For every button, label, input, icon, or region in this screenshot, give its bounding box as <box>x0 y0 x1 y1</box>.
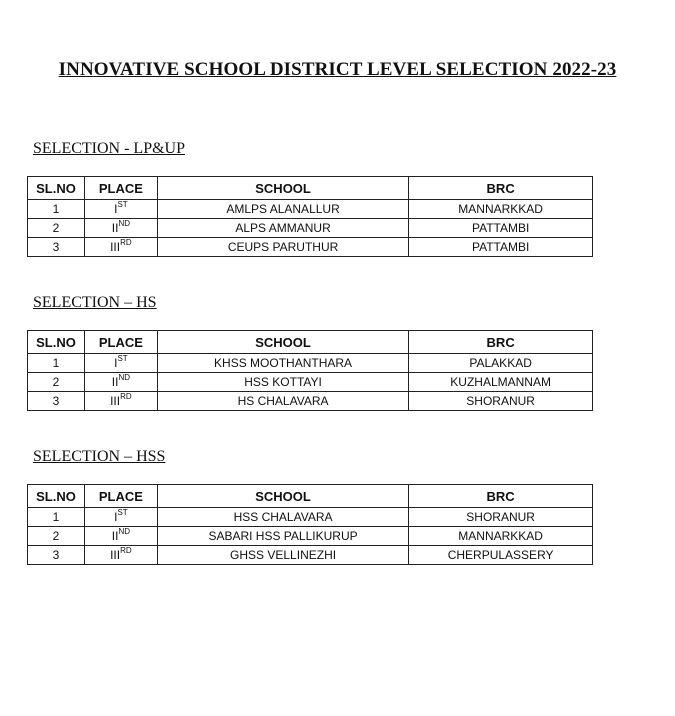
column-header-place: PLACE <box>84 485 157 508</box>
place-suffix: ST <box>117 508 128 517</box>
cell-brc: PATTAMBI <box>409 238 593 257</box>
column-header-brc: BRC <box>409 331 593 354</box>
place-suffix: RD <box>120 392 132 401</box>
place-numeral: II <box>111 375 119 389</box>
place-numeral: II <box>111 529 119 543</box>
cell-place <box>84 508 157 527</box>
column-header-place: PLACE <box>84 331 157 354</box>
place-numeral: III <box>110 240 121 254</box>
selection-table-hs <box>27 330 593 411</box>
table-row <box>28 392 593 411</box>
section-heading-lp-up: SELECTION - LP&UP <box>33 140 185 157</box>
cell-brc: PALAKKAD <box>409 354 593 373</box>
cell-brc: SHORANUR <box>409 392 593 411</box>
table-header-row <box>28 177 593 200</box>
table-row <box>28 508 593 527</box>
place-suffix: ND <box>118 219 130 228</box>
column-header-brc: BRC <box>409 177 593 200</box>
column-header-brc: BRC <box>409 485 593 508</box>
column-header-school: SCHOOL <box>157 485 408 508</box>
cell-school: SABARI HSS PALLIKURUP <box>157 527 408 546</box>
cell-slno: 1 <box>28 200 85 219</box>
cell-brc: CHERPULASSERY <box>409 546 593 565</box>
table-row <box>28 354 593 373</box>
table-header-row <box>28 485 593 508</box>
cell-slno: 3 <box>28 546 85 565</box>
cell-slno: 2 <box>28 527 85 546</box>
cell-school: ALPS AMMANUR <box>157 219 408 238</box>
place-suffix: ND <box>118 527 130 536</box>
selection-table-lp-up <box>27 176 593 257</box>
cell-slno: 2 <box>28 219 85 238</box>
cell-school: GHSS VELLINEZHI <box>157 546 408 565</box>
cell-brc: KUZHALMANNAM <box>409 373 593 392</box>
cell-school: HSS KOTTAYI <box>157 373 408 392</box>
selection-table-hss <box>27 484 593 565</box>
place-suffix: RD <box>120 238 132 247</box>
cell-slno: 3 <box>28 238 85 257</box>
cell-place <box>84 219 157 238</box>
place-numeral: I <box>114 202 118 216</box>
column-header-place: PLACE <box>84 177 157 200</box>
cell-brc: PATTAMBI <box>409 219 593 238</box>
cell-place <box>84 527 157 546</box>
place-suffix: RD <box>120 546 132 555</box>
column-header-slno: SL.NO <box>28 331 85 354</box>
place-suffix: ND <box>118 373 130 382</box>
table-row <box>28 546 593 565</box>
place-numeral: III <box>110 394 121 408</box>
table-row <box>28 373 593 392</box>
section-heading-hss: SELECTION – HSS <box>33 448 166 465</box>
column-header-slno: SL.NO <box>28 177 85 200</box>
column-header-slno: SL.NO <box>28 485 85 508</box>
place-numeral: II <box>111 221 119 235</box>
cell-slno: 1 <box>28 354 85 373</box>
cell-place <box>84 200 157 219</box>
table-row <box>28 200 593 219</box>
table-row <box>28 219 593 238</box>
cell-brc: MANNARKKAD <box>409 200 593 219</box>
place-numeral: III <box>110 548 121 562</box>
cell-place <box>84 354 157 373</box>
cell-brc: MANNARKKAD <box>409 527 593 546</box>
page-title: INNOVATIVE SCHOOL DISTRICT LEVEL SELECTION 2022-23 <box>58 59 617 80</box>
cell-school: AMLPS ALANALLUR <box>157 200 408 219</box>
cell-place <box>84 373 157 392</box>
place-suffix: ST <box>117 354 128 363</box>
cell-school: HS CHALAVARA <box>157 392 408 411</box>
table-header-row <box>28 331 593 354</box>
cell-place <box>84 238 157 257</box>
cell-school: CEUPS PARUTHUR <box>157 238 408 257</box>
cell-school: HSS CHALAVARA <box>157 508 408 527</box>
cell-brc: SHORANUR <box>409 508 593 527</box>
column-header-school: SCHOOL <box>157 331 408 354</box>
place-numeral: I <box>114 356 118 370</box>
cell-slno: 1 <box>28 508 85 527</box>
column-header-school: SCHOOL <box>157 177 408 200</box>
cell-place <box>84 546 157 565</box>
table-row <box>28 527 593 546</box>
place-suffix: ST <box>117 200 128 209</box>
cell-slno: 3 <box>28 392 85 411</box>
table-row <box>28 238 593 257</box>
cell-slno: 2 <box>28 373 85 392</box>
section-heading-hs: SELECTION – HS <box>33 294 157 311</box>
cell-school: KHSS MOOTHANTHARA <box>157 354 408 373</box>
cell-place <box>84 392 157 411</box>
place-numeral: I <box>114 510 118 524</box>
